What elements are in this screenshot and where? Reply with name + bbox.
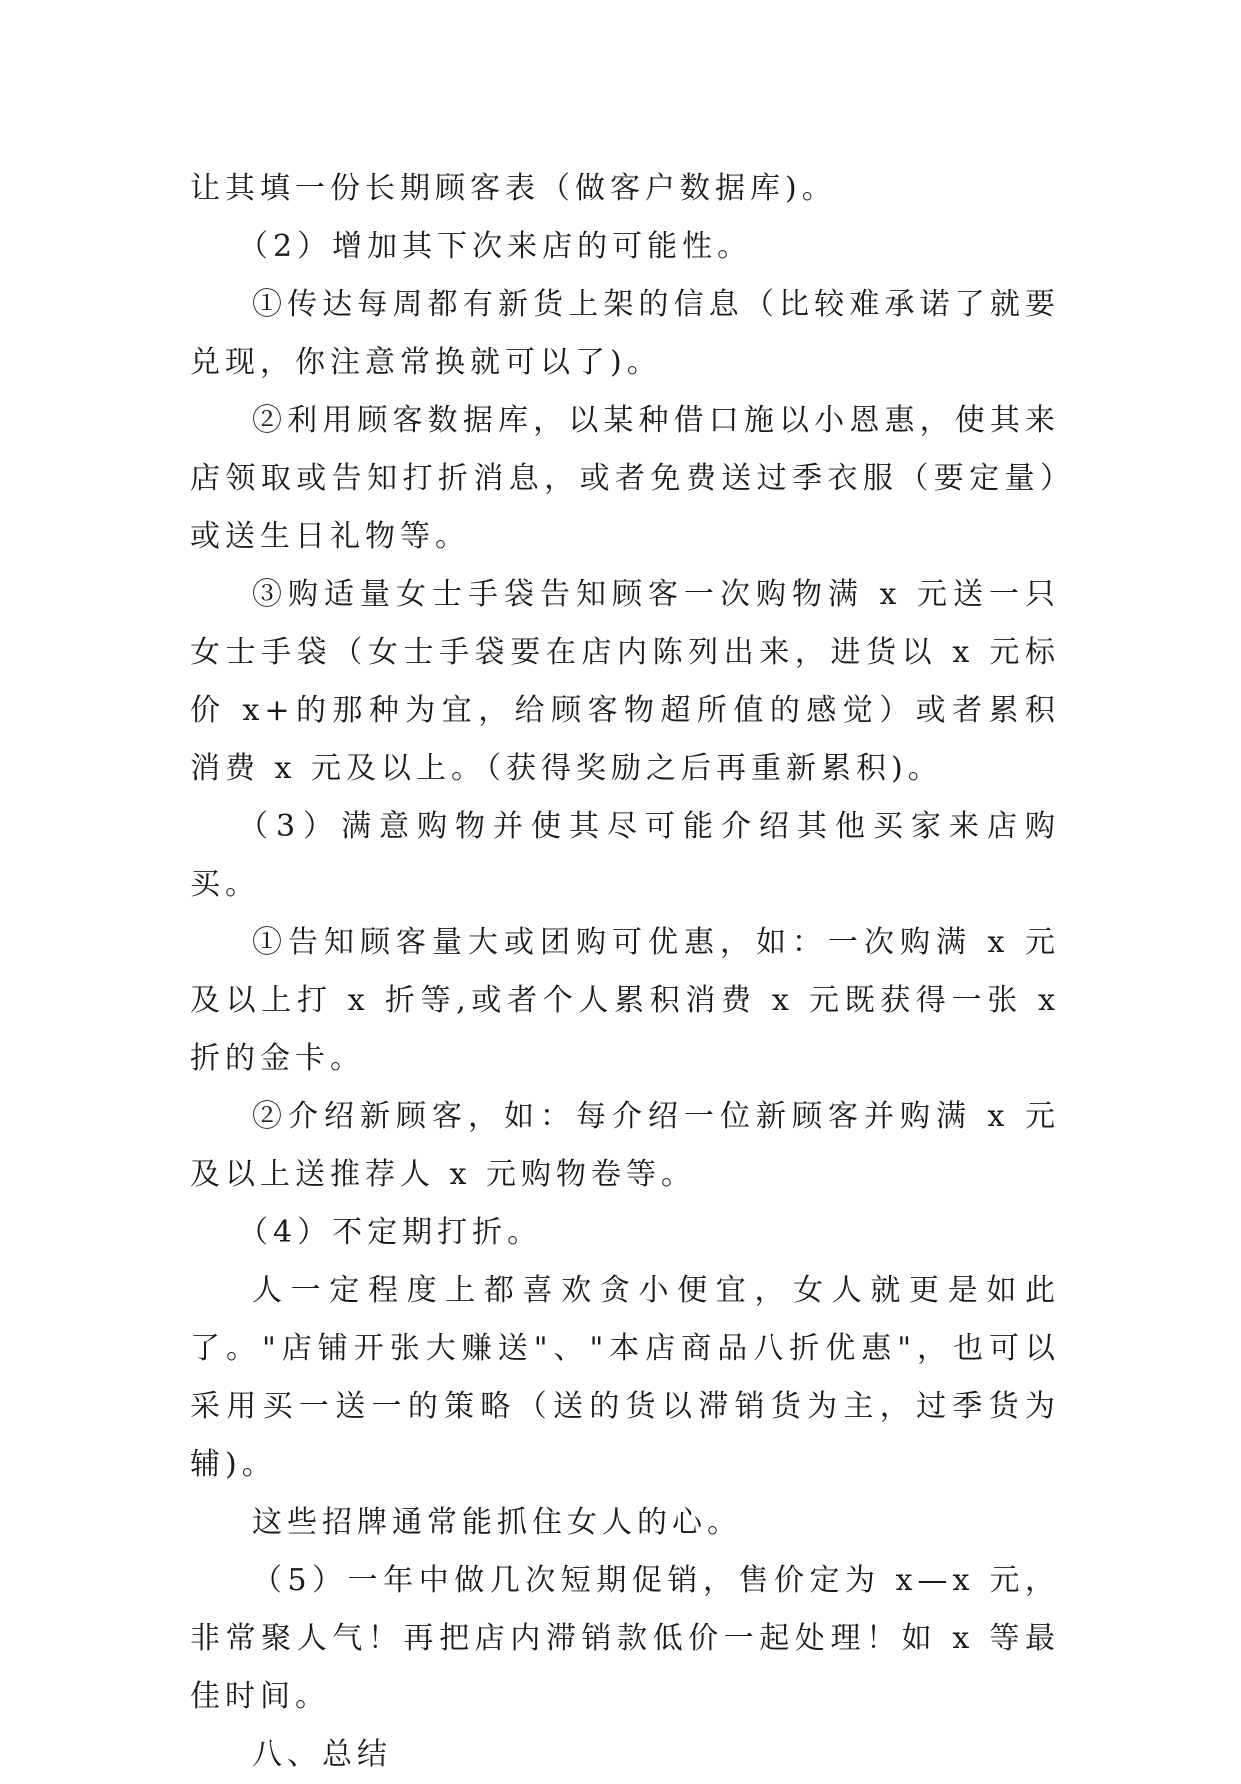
- paragraph-10: 人一定程度上都喜欢贪小便宜，女人就更是如此了。"店铺开张大赚送"、"本店商品八折优惠"，也可以采用买一送一的策略（送的货以滞销货为主，过季货为辅)。: [190, 1273, 1060, 1482]
- paragraph-9: （4）不定期打折。: [238, 1215, 543, 1250]
- paragraph-2: （2）增加其下次来店的可能性。: [238, 229, 753, 264]
- paragraph-12: （5）一年中做几次短期促销，售价定为 x—x 元，非常聚人气！再把店内滞销款低价一起处理！如 x 等最佳时间。: [190, 1563, 1060, 1714]
- paragraph-1: 让其填一份长期顾客表（做客户数据库)。: [190, 171, 837, 206]
- paragraph-5: ③购适量女士手袋告知顾客一次购物满 x 元送一只女士手袋（女士手袋要在店内陈列出来，进货以 x 元标价 x+的那种为宜，给顾客物超所值的感觉）或者累积消费 x 元及以上。（获得奖励之后再重新累积)。: [190, 577, 1060, 786]
- paragraph-8: ②介绍新顾客，如：每介绍一位新顾客并购满 x 元及以上送推荐人 x 元购物卷等。: [190, 1099, 1060, 1192]
- paragraph-3: ①传达每周都有新货上架的信息（比较难承诺了就要兑现，你注意常换就可以了)。: [190, 287, 1060, 380]
- paragraph-7: ①告知顾客量大或团购可优惠，如：一次购满 x 元及以上打 x 折等,或者个人累积消费 x 元既获得一张 x 折的金卡。: [190, 925, 1060, 1076]
- paragraph-11: 这些招牌通常能抓住女人的心。: [252, 1505, 742, 1540]
- document-body: [190, 160, 1060, 1784]
- section-heading: 八、总结: [252, 1737, 392, 1772]
- paragraph-4: ②利用顾客数据库，以某种借口施以小恩惠，使其来店领取或告知打折消息，或者免费送过季衣服（要定量）或送生日礼物等。: [190, 403, 1060, 554]
- paragraph-6: （3）满意购物并使其尽可能介绍其他买家来店购买。: [190, 809, 1060, 902]
